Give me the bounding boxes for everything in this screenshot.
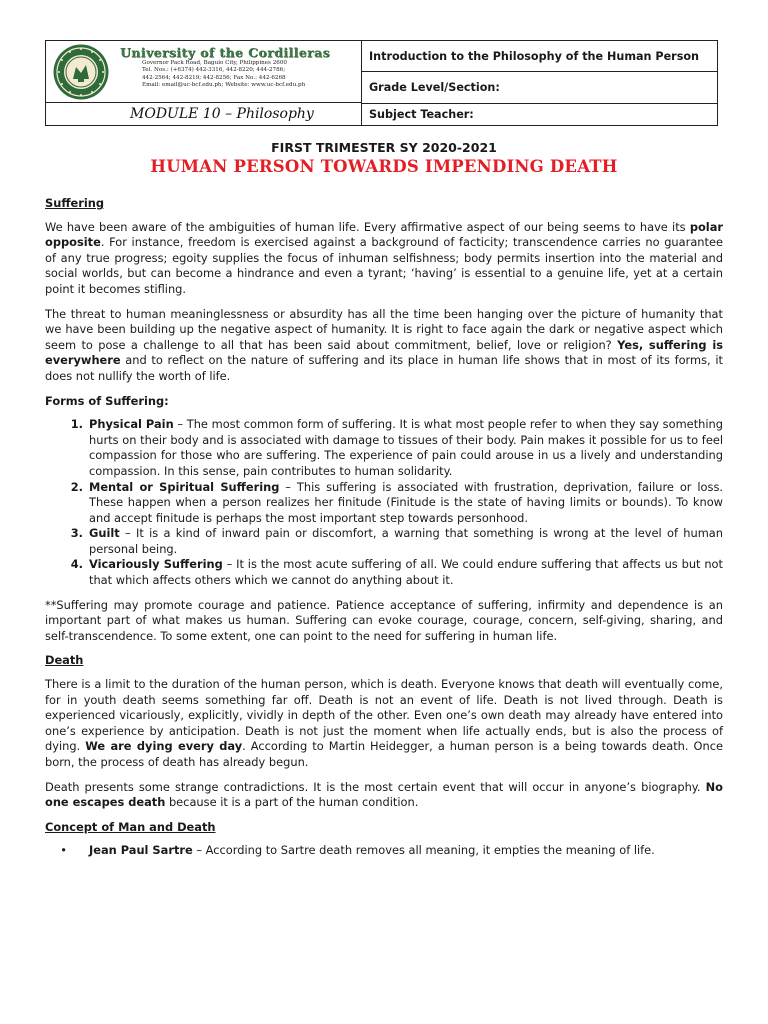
university-seal [46, 41, 116, 102]
grade-level-field: Grade Level/Section: [362, 72, 717, 104]
trimester-heading: FIRST TRIMESTER SY 2020-2021 [271, 140, 497, 155]
list-text [89, 417, 723, 479]
list-text [89, 480, 723, 527]
university-contact: Email: email@uc-bcf.edu.ph; Website: www.uc-bcf.edu.ph [142, 82, 306, 89]
text-run: . For instance, freedom is exercised against a background of facticity; transcendence carries no guarantee of any true progress; egoity supplies the focus of inhuman selfishness; body permits insertion into the material and social worlds, but can become a hindrance and even a tyrant; ‘having’ is essential to a genuine life, yet at a certain point it becomes stifling. [45, 235, 723, 296]
section-heading-suffering: Suffering [45, 196, 105, 210]
section-heading-death: Death [45, 653, 84, 668]
concept-list [45, 843, 723, 859]
death-paragraph-2 [45, 780, 723, 811]
text-run: – This suffering is associated with frustration, deprivation, failure or loss. These happen when a person realizes her finitude (Finitude is the state of having limits or bounds). To know and accept finitude is perhaps the most important step towards personhood. [89, 479, 723, 525]
subject-teacher-field: Subject Teacher: [369, 108, 474, 121]
list-text [89, 843, 723, 859]
university-name: University of the Cordilleras [120, 45, 331, 60]
list-item [45, 480, 723, 527]
bullet-icon: • [60, 843, 67, 858]
list-term: Mental or Spiritual Suffering [89, 479, 280, 494]
suffering-note: **Suffering may promote courage and patience. Patience acceptance of suffering, infirmity and dependence is an important part of what makes us human. Suffering can evoke courage, courage, concern, self-giving, sharing, and self-transcendence. To some extent, one can point to the need for suffering in human life. [45, 597, 723, 643]
page-title: HUMAN PERSON TOWARDS IMPENDING DEATH [150, 157, 618, 176]
university-tel: Tel. Nos.: (+6374) 442-3316, 442-8220; 444-2786; [142, 67, 286, 74]
header-brand [46, 41, 361, 103]
university-tel-2: 442-2564; 442-8219; 442-8256; Fax No.: 442-6268 [142, 74, 286, 81]
text-run: Death presents some strange contradictions. It is the most certain event that will occur in anyone’s biography. [45, 779, 706, 794]
list-number: 4. [70, 557, 83, 572]
course-title: Introduction to the Philosophy of the Human Person [362, 41, 717, 72]
emphasis-text: polar opposite [45, 219, 723, 250]
forms-list [45, 417, 723, 589]
list-text [89, 526, 723, 557]
list-number: 3. [70, 526, 83, 541]
emphasis-text: Yes, suffering is everywhere [45, 337, 724, 368]
list-item [45, 417, 723, 479]
list-number: 2. [70, 479, 83, 494]
list-item [45, 557, 723, 588]
university-block [116, 41, 361, 102]
section-heading-concept: Concept of Man and Death [45, 819, 216, 834]
text-run: – It is the most acute suffering of all. We could endure suffering that affects us but not that which affects others which we cannot do anything about it. [89, 557, 723, 588]
list-term: Jean Paul Sartre [89, 843, 193, 858]
list-text [89, 557, 723, 588]
text-run: . According to Martin Heidegger, a human person is a being towards death. Once born, the process of death has already begun. [45, 739, 723, 769]
suffering-paragraph-2 [45, 307, 723, 385]
text-run: because it is a part of the human condition. [165, 795, 419, 810]
text-run: – According to Sartre death removes all meaning, it empties the meaning of life. [192, 843, 655, 858]
list-term: Guilt [89, 526, 120, 541]
emphasis-text: We are dying every day [85, 739, 243, 754]
text-run: There is a limit to the duration of the human person, which is death. Everyone knows that death will eventually come, for in youth death seems something far off. Death is not an event of life. Death is not lived through. Death is experienced vicariously, explicitly, vividly in depth of the other. Even one’s own death may already have entered into one’s experience by anticipation. Death is not just the moment when life actually ends, but is also the process of dying. [45, 677, 723, 754]
module-content [45, 196, 723, 868]
module-header [45, 40, 718, 126]
list-item [45, 526, 723, 557]
list-number: 1. [70, 417, 83, 432]
module-label: MODULE 10 – Philosophy [130, 106, 314, 122]
list-item [45, 843, 723, 859]
section-heading-forms: Forms of Suffering: [45, 393, 169, 408]
list-term: Physical Pain [89, 417, 174, 432]
text-run: and to reflect on the nature of suffering and its place in human life shows that in most of its forms, it does not nullify the worth of life. [45, 353, 723, 383]
header-right [362, 41, 717, 125]
header-left [46, 41, 362, 125]
emphasis-text: No one escapes death [45, 779, 723, 810]
list-term: Vicariously Suffering [89, 557, 223, 572]
university-address: Governor Pack Road, Baguio City, Philippines 2600 [142, 60, 287, 66]
text-run: – The most common form of suffering. It is what most people refer to when they say something hurts on their body and is associated with damage to tissues of their body. Pain makes it possible for us to feel compassion for those who are suffering. The experience of pain could arouse in us a lively and understanding compassion. In this sense, pain contributes to human solidarity. [89, 417, 723, 478]
death-paragraph-1 [45, 677, 723, 771]
text-run: We have been aware of the ambiguities of human life. Every affirmative aspect of our being seems to have its [45, 219, 690, 234]
text-run: – It is a kind of inward pain or discomfort, a warning that something is wrong at the level of human personal being. [89, 526, 723, 556]
text-run: The threat to human meaninglessness or absurdity has all the time been hanging over the picture of humanity that we have been building up the negative aspect of humanity. It is right to face again the dark or negative aspect which seem to pose a challenge to all that has been said about commitment, belief, love or religion? [45, 306, 723, 352]
seal-icon [52, 43, 110, 101]
suffering-paragraph-1 [45, 220, 723, 298]
